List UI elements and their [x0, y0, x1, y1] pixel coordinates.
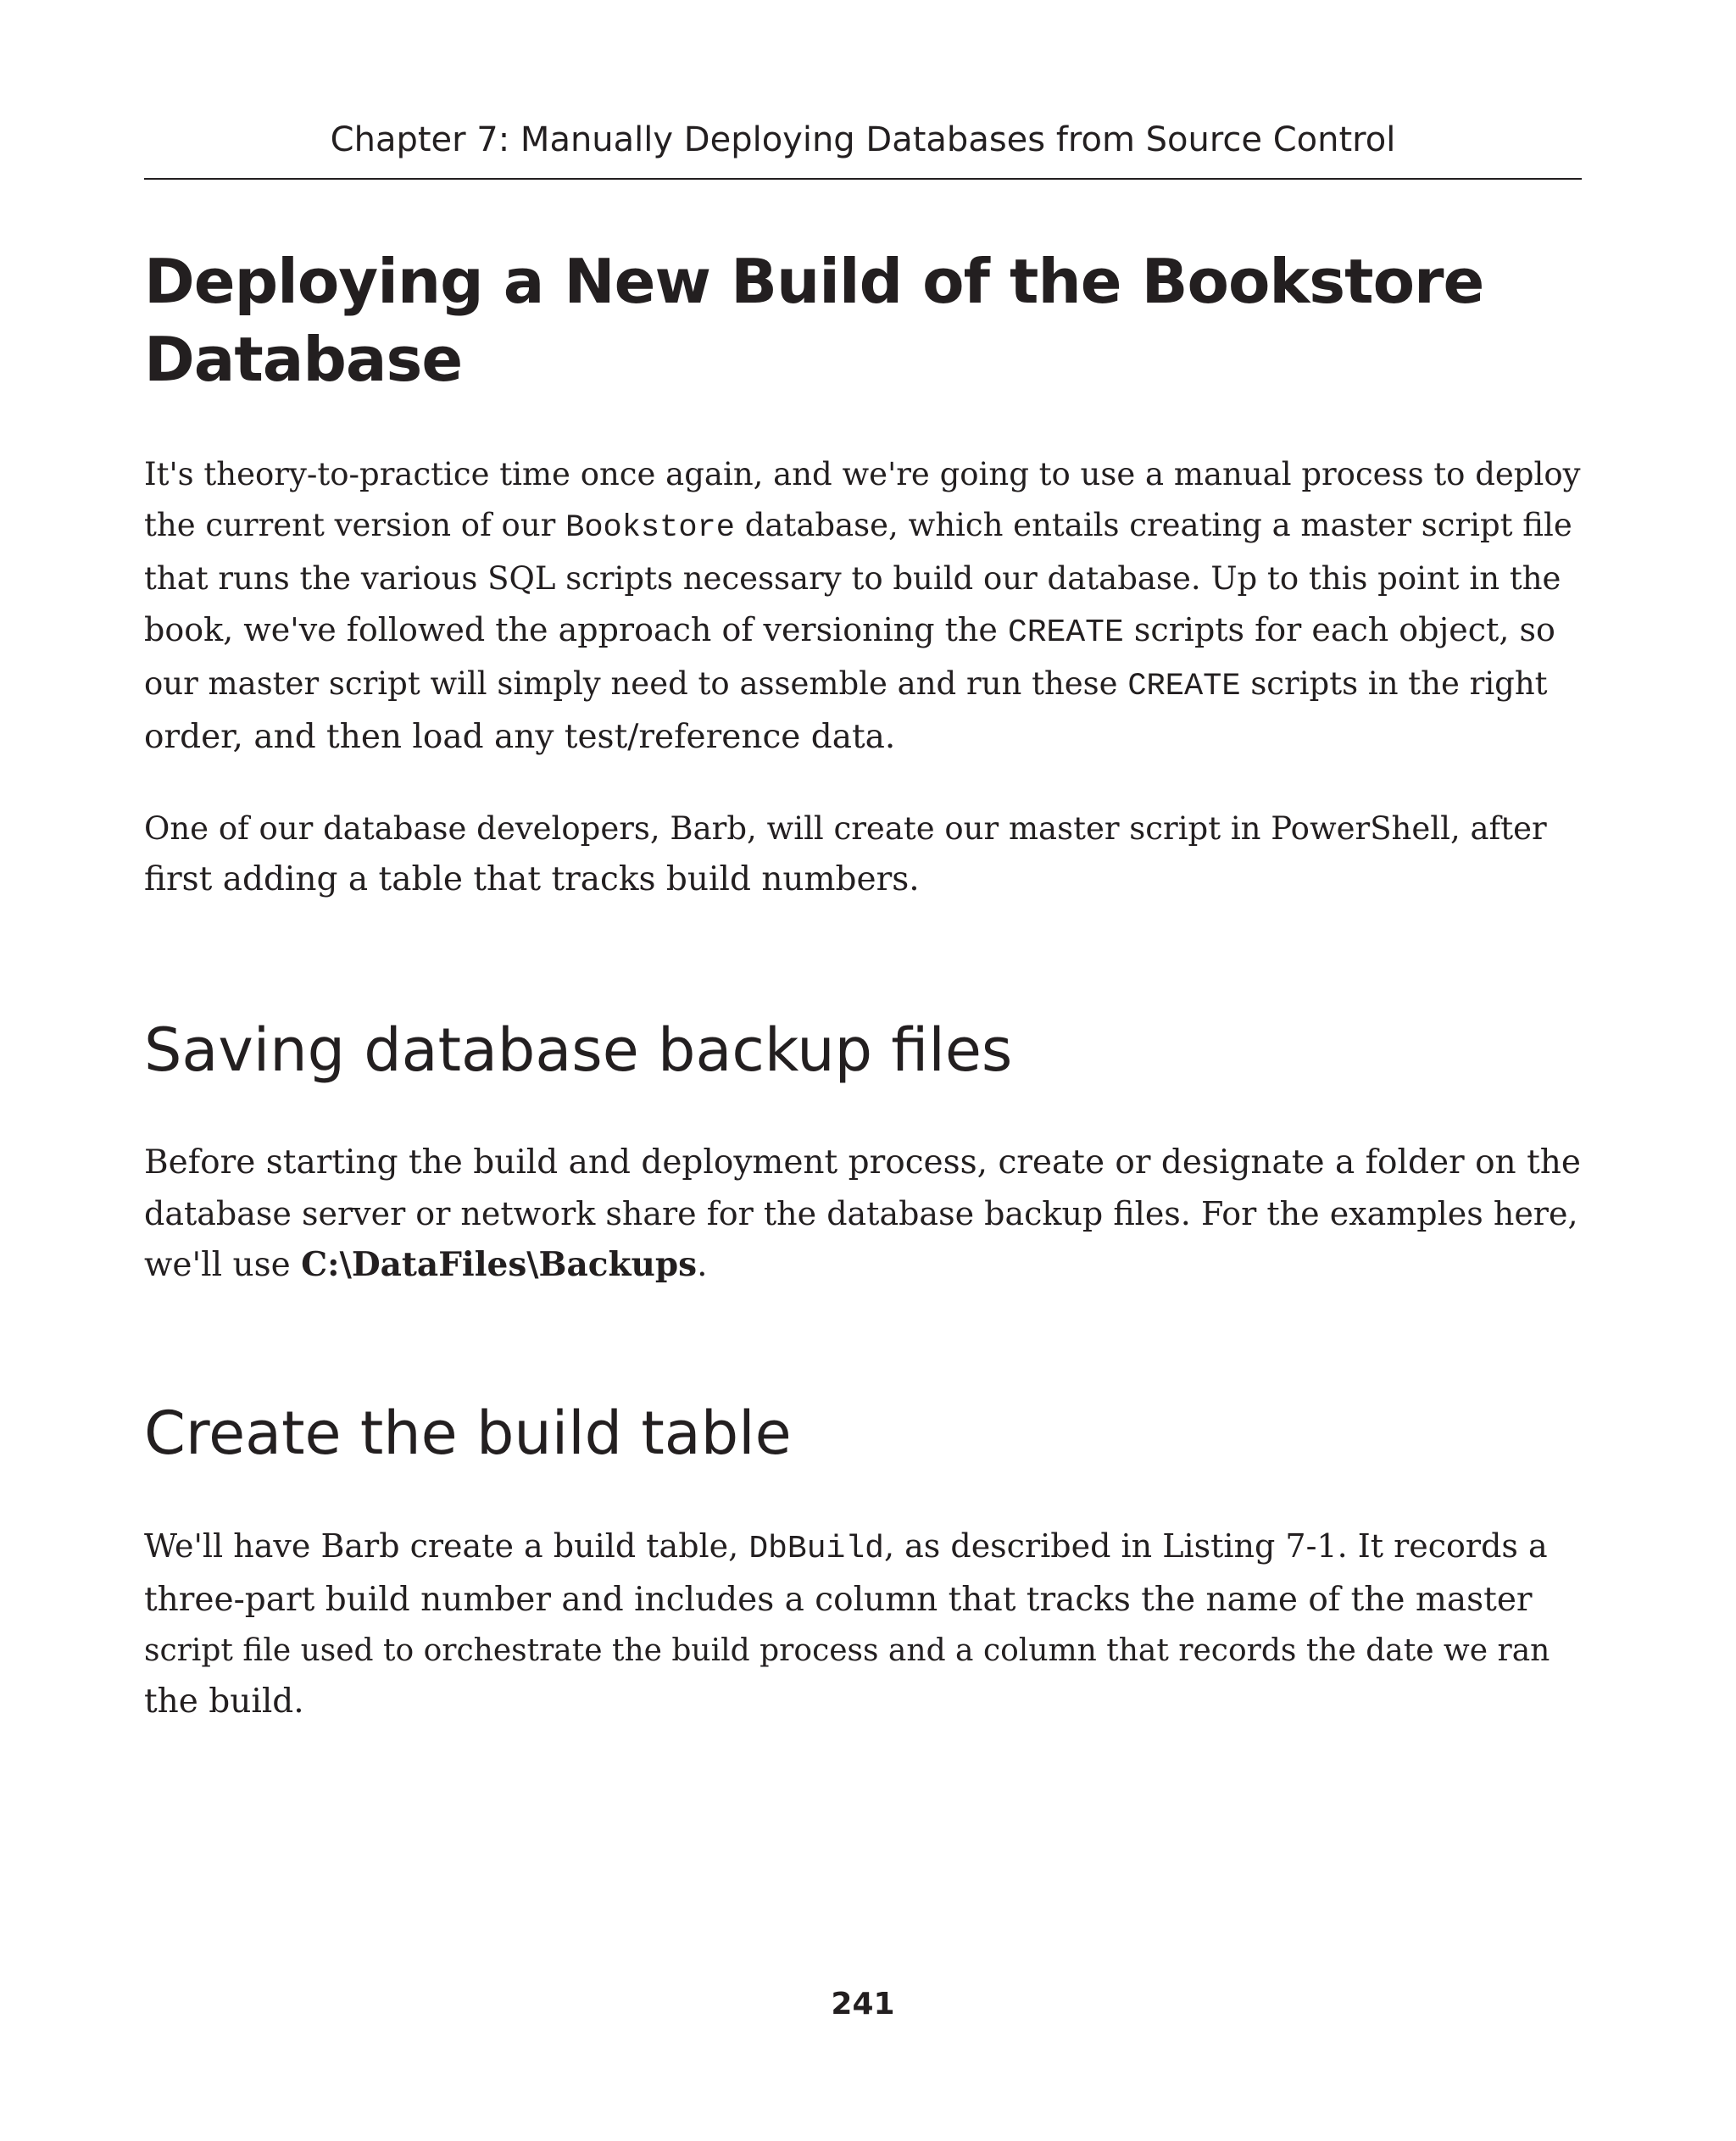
- text-line: database server or network share for the database backup files. For the examples here,: [144, 1195, 1578, 1232]
- heading-line-1: Deploying a New Build of the Bookstore: [144, 246, 1484, 317]
- text-run: We'll have Barb create a build table,: [144, 1527, 749, 1565]
- text-line: three-part build number and includes a column that tracks the name of the master: [144, 1581, 1533, 1619]
- text-run: book, we've followed the approach of versioning the: [144, 611, 1008, 648]
- text-line: that runs the various SQL scripts necessary to build our database. Up to this point in the: [144, 560, 1561, 597]
- text-run: , as described in Listing 7-1. It records a: [883, 1527, 1548, 1565]
- inline-code-create: CREATE: [1127, 669, 1241, 704]
- heading-line-2: Database: [144, 324, 463, 395]
- paragraph-backup-folder: [144, 1137, 1582, 1291]
- section-heading-deploying-new-build: [144, 242, 1582, 398]
- text-run: .: [697, 1246, 708, 1284]
- inline-code-create: CREATE: [1007, 614, 1124, 651]
- text-line: script file used to orchestrate the build process and a column that records the date we ran: [144, 1633, 1550, 1668]
- text-line: the build.: [144, 1682, 304, 1721]
- text-run: scripts for each object, so: [1123, 611, 1555, 648]
- text-line: order, and then load any test/reference data.: [144, 718, 896, 756]
- inline-code-dbbuild: DbBuild: [748, 1531, 884, 1567]
- paragraph-intro: [144, 449, 1582, 763]
- book-page: [144, 0, 1582, 2141]
- inline-code-bookstore: Bookstore: [565, 510, 735, 546]
- text-run: the current version of our: [144, 507, 566, 543]
- text-line: It's theory-to-practice time once again, and we're going to use a manual process to deploy: [144, 456, 1581, 492]
- running-header: [144, 112, 1582, 180]
- text-line: [144, 1239, 1582, 1291]
- backup-path: C:\DataFiles\Backups: [301, 1245, 698, 1284]
- subsection-heading-create-build-table: Create the build table: [144, 1399, 792, 1468]
- page-number: 241: [831, 1987, 895, 2021]
- text-run: we'll use: [144, 1246, 302, 1284]
- text-line: [144, 604, 1582, 659]
- text-line: [144, 500, 1582, 553]
- text-run: scripts in the right: [1240, 665, 1548, 702]
- text-line: [144, 1521, 1582, 1575]
- text-line: One of our database developers, Barb, will create our master script in PowerShell, after: [144, 810, 1547, 847]
- subsection-heading-saving-backups: Saving database backup files: [144, 1015, 1013, 1085]
- paragraph-build-table: [144, 1521, 1582, 1727]
- text-line: first adding a table that tracks build numbers.: [144, 860, 920, 898]
- text-run: our master script will simply need to assemble and run these: [144, 665, 1128, 702]
- text-run: database, which entails creating a master script file: [734, 507, 1572, 543]
- paragraph-barb-master-script: [144, 804, 1582, 905]
- text-line: [144, 659, 1582, 712]
- text-line: Before starting the build and deployment process, create or designate a folder on the: [144, 1143, 1581, 1182]
- running-header-title: Chapter 7: Manually Deploying Databases from Source Control: [330, 120, 1396, 159]
